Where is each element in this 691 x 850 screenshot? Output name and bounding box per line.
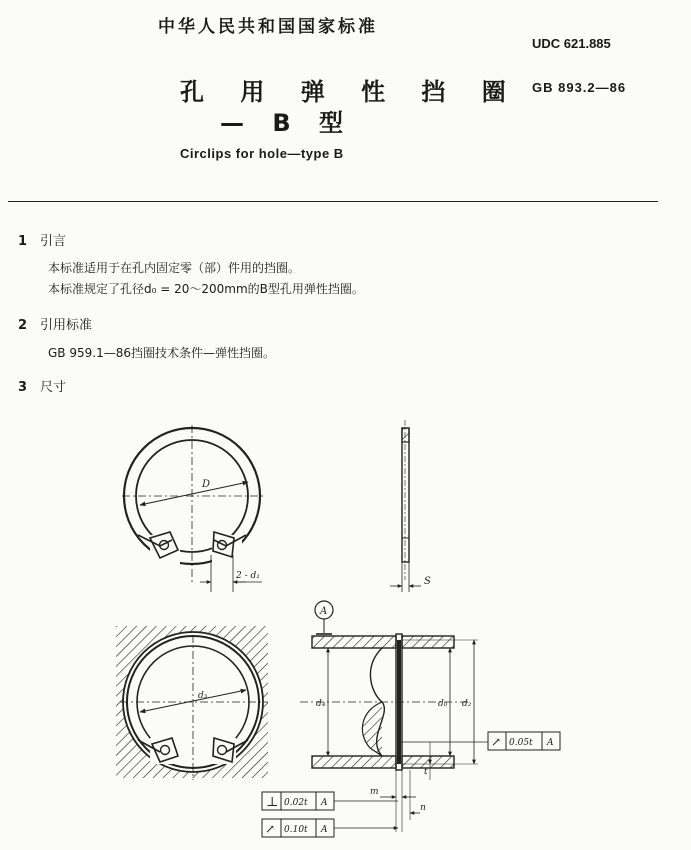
paragraph: 本标准规定了孔径d₀ = 20～200mm的B型孔用弹性挡圈。 — [48, 282, 364, 296]
dim-m-label: m — [370, 787, 379, 797]
perpendicularity-symbol-icon: ⊥ — [266, 795, 279, 810]
installed-front-view — [116, 626, 268, 780]
standard-org: 中华人民共和国国家标准 — [158, 17, 378, 37]
section-number: 1 — [18, 234, 28, 249]
section-number: 3 — [18, 380, 28, 395]
paragraph: 本标准适用于在孔内固定零（部）件用的挡圈。 — [48, 261, 301, 275]
runout-symbol-icon: ↗ — [491, 735, 502, 749]
gb-code: GB 893.2—86 — [532, 80, 627, 95]
section-title: 引言 — [40, 234, 67, 249]
dim-t-label: t — [424, 767, 428, 777]
circlip-front-view — [122, 425, 265, 592]
page-subtitle: — B 型 — [220, 109, 354, 137]
tolerance-value: 0.02t — [284, 798, 308, 808]
dim-2d1-label: 2 - d₁ — [236, 571, 260, 581]
dim-d0-label: d₀ — [438, 699, 448, 709]
runout-symbol-icon: ↗ — [265, 822, 276, 836]
tolerance-frame-perpendicularity — [262, 792, 334, 810]
tolerance-datum: A — [547, 738, 554, 748]
datum-A-label: A — [320, 606, 328, 617]
tolerance-value: 0.10t — [284, 825, 308, 835]
section-number: 2 — [18, 318, 28, 333]
udc-code: UDC 621.885 — [532, 36, 611, 51]
section-title: 尺寸 — [40, 380, 67, 395]
paragraph: GB 959.1—86挡圈技术条件—弹性挡圈。 — [48, 346, 275, 360]
tolerance-frame-runout — [488, 732, 560, 750]
english-title: Circlips for hole—type B — [180, 146, 344, 161]
dim-d2-label: d₂ — [462, 699, 472, 709]
circlip-side-view — [390, 420, 421, 592]
dim-n-label: n — [420, 803, 426, 813]
dim-d4-label: d₄ — [316, 699, 326, 709]
dim-D-label: D — [202, 479, 211, 490]
tolerance-datum: A — [321, 825, 328, 835]
dim-d3-label: d₃ — [198, 691, 208, 701]
dim-S-label: S — [424, 576, 431, 587]
page-title: 孔 用 弹 性 挡 圈 — [180, 78, 520, 106]
section-title: 引用标准 — [40, 318, 93, 333]
tolerance-datum: A — [321, 798, 328, 808]
tolerance-value: 0.05t — [509, 738, 533, 748]
tolerance-frame-runout-2 — [262, 819, 334, 837]
